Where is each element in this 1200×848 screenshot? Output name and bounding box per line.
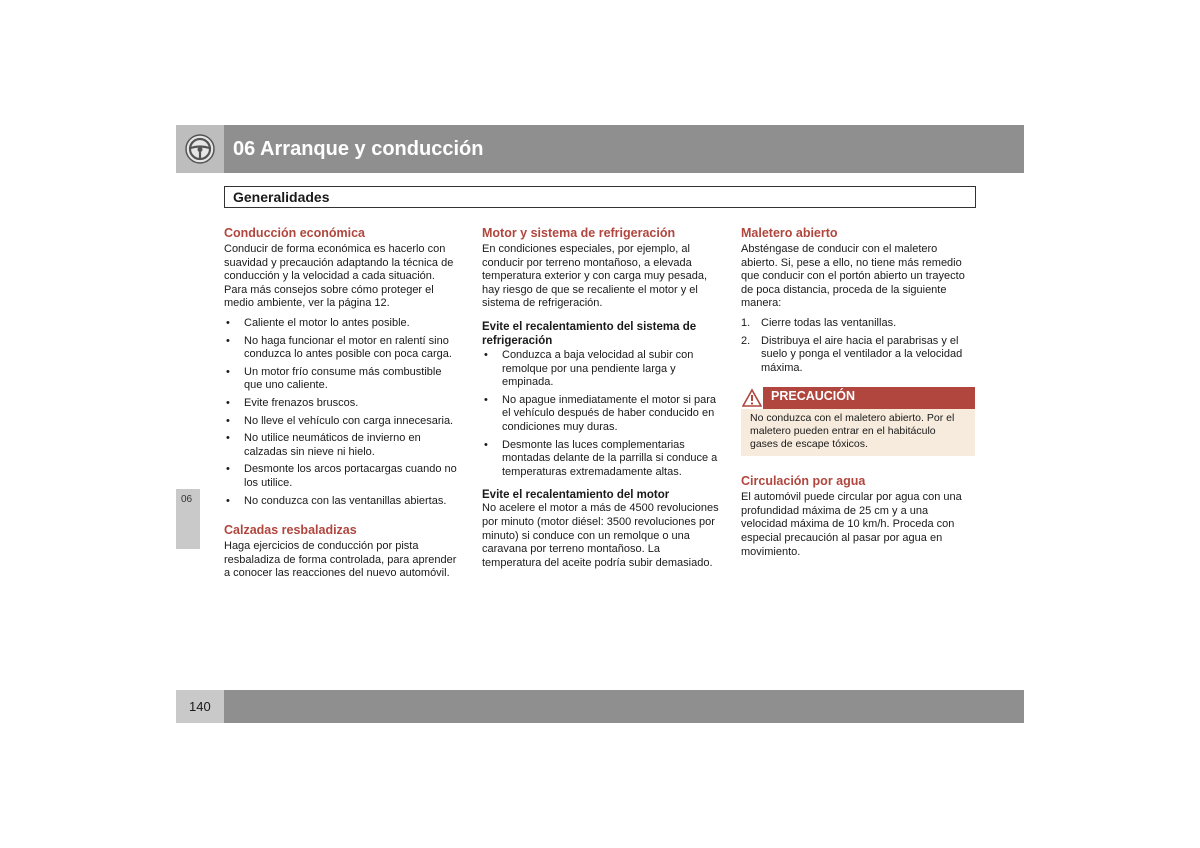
paragraph: Haga ejercicios de conducción por pista resbaladiza de forma controlada, para aprender a conocer las reacciones del nuevo automóvil. bbox=[224, 540, 457, 580]
subheading-cooling-overheat: Evite el recalentamiento del sistema de refrigeración bbox=[482, 320, 697, 347]
step-number: 2. bbox=[741, 334, 751, 347]
list-item bbox=[741, 335, 977, 376]
page-number: 140 bbox=[189, 699, 211, 714]
list-item bbox=[741, 317, 977, 331]
list-item: • Desmonte los arcos portacargas cuando no los utilice. bbox=[224, 463, 460, 490]
list-item: • No haga funcionar el motor en ralentí sino conduzca lo antes posible con poca carga. bbox=[224, 335, 460, 362]
paragraph: En condiciones especiales, por ejemplo, al conducir por terreno montañoso, a elevada temperatura exterior y con carga muy pesada, hay riesgo de que se recaliente el motor y el sistema de refrigeración. bbox=[482, 243, 708, 310]
bullet-list bbox=[224, 317, 460, 508]
paragraph: No acelere el motor a más de 4500 revoluciones por minuto (motor diésel: 3500 revoluciones por minuto) si conduce con un remolque o una caravana por terreno montañoso. La temperatura del aceite podría subir demasiado. bbox=[482, 502, 719, 569]
section-title: Generalidades bbox=[233, 189, 330, 205]
list-item: • Evite frenazos bruscos. bbox=[224, 397, 460, 411]
warning-text: No conduzca con el maletero abierto. Por el maletero pueden entrar en el habitáculo gases de escape tóxicos. bbox=[741, 409, 975, 456]
list-item: • No utilice neumáticos de invierno en calzadas sin nieve ni hielo. bbox=[224, 432, 460, 459]
column-3 bbox=[741, 225, 977, 559]
list-item: • Un motor frío consume más combustible que uno caliente. bbox=[224, 366, 460, 393]
column-1 bbox=[224, 225, 460, 581]
column-2 bbox=[482, 225, 720, 570]
footer-bar bbox=[224, 690, 1024, 723]
chapter-icon-box bbox=[176, 125, 224, 173]
paragraph: Absténgase de conducir con el maletero abierto. Si, pese a ello, no tiene más remedio que conducir con el portón abierto un trayecto de poca distancia, proceda de la siguiente manera: bbox=[741, 243, 965, 310]
warning-box bbox=[741, 387, 975, 456]
bullet-list bbox=[482, 349, 720, 479]
list-item: • No lleve el vehículo con carga innecesaria. bbox=[224, 415, 460, 429]
heading-open-trunk: Maletero abierto bbox=[741, 226, 838, 240]
warning-triangle-icon bbox=[741, 387, 763, 409]
list-item: • Desmonte las luces complementarias montadas delante de la parrilla si conduce a temperaturas extremadamente altas. bbox=[482, 439, 720, 480]
heading-engine-cooling: Motor y sistema de refrigeración bbox=[482, 226, 676, 240]
step-text: Cierre todas las ventanillas. bbox=[761, 316, 897, 329]
step-number: 1. bbox=[741, 316, 751, 329]
step-text: Distribuya el aire hacia el parabrisas y el suelo y ponga el ventilador a la velocidad máxima. bbox=[761, 334, 963, 374]
list-item: • No conduzca con las ventanillas abiertas. bbox=[224, 495, 460, 509]
paragraph: El automóvil puede circular por agua con una profundidad máxima de 25 cm y a una velocidad máxima de 10 km/h. Proceda con especial precaución al pasar por agua en movimiento. bbox=[741, 491, 962, 558]
list-item: • Caliente el motor lo antes posible. bbox=[224, 317, 460, 331]
heading-slippery-roads: Calzadas resbaladizas bbox=[224, 523, 357, 538]
numbered-list bbox=[741, 317, 977, 375]
warning-title: PRECAUCIÓN bbox=[771, 389, 856, 404]
list-item: • Conduzca a baja velocidad al subir con remolque por una pendiente larga y empinada. bbox=[482, 349, 720, 390]
page-number-box bbox=[176, 690, 224, 723]
chapter-title: 06 Arranque y conducción bbox=[233, 138, 484, 160]
section-title-box bbox=[224, 186, 976, 208]
subheading-engine-overheat: Evite el recalentamiento del motor bbox=[482, 489, 670, 502]
chapter-side-tab bbox=[176, 489, 200, 549]
heading-economic-driving: Conducción económica bbox=[224, 226, 365, 240]
side-tab-label: 06 bbox=[181, 494, 193, 505]
steering-wheel-icon bbox=[184, 133, 216, 165]
paragraph: Conducir de forma económica es hacerlo con suavidad y precaución adaptando la técnica de conducción y la velocidad a cada situación. Para más consejos sobre cómo proteger el medio ambiente, ver la página 12. bbox=[224, 243, 454, 310]
warning-header bbox=[741, 387, 975, 409]
list-item: • No apague inmediatamente el motor si para el vehículo después de haber conducido en condiciones muy duras. bbox=[482, 394, 720, 435]
heading-driving-water: Circulación por agua bbox=[741, 474, 866, 489]
